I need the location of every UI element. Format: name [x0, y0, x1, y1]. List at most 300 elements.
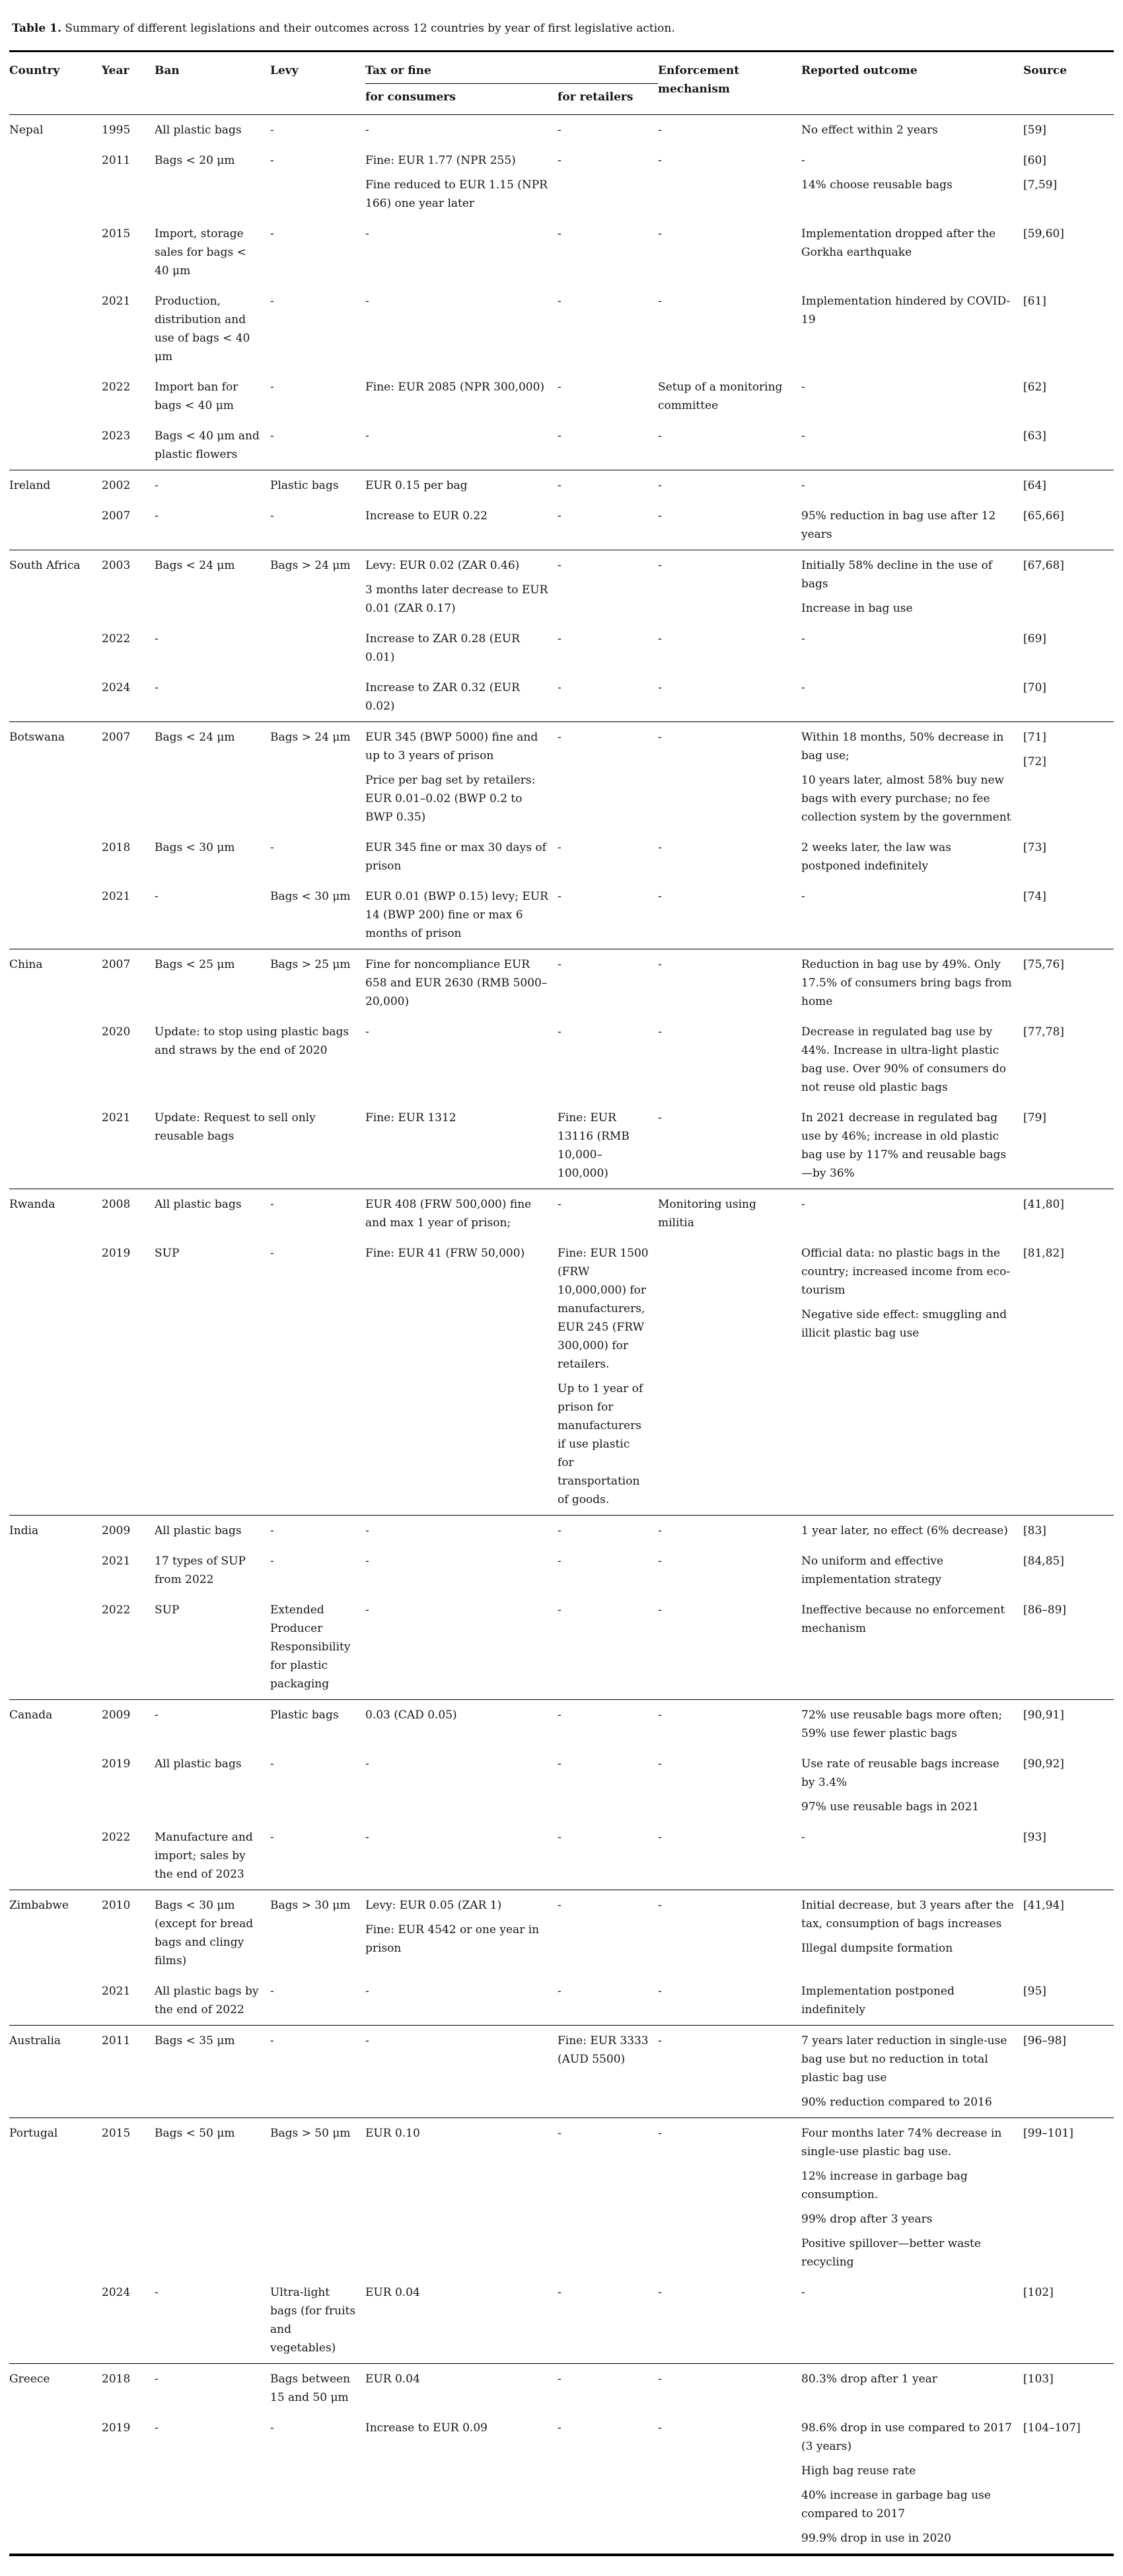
cell-reported-outcome: 95% reduction in bag use after 12 years [801, 509, 996, 541]
cell-year: 2024 [102, 2286, 131, 2299]
cell-source: [90,92] [1023, 1757, 1064, 1771]
cell-fine-for-consumers: Levy: EUR 0.05 (ZAR 1) Fine: EUR 4542 or one year in prison [365, 1890, 558, 1977]
cell-enforcement-mechanism: - [658, 841, 662, 854]
cell-source: [103] [1023, 2364, 1114, 2413]
cell-year: 2011 [102, 154, 131, 167]
cell-levy [270, 624, 365, 673]
col-header-tax-or-fine: Tax or fine [365, 52, 658, 84]
table-row [9, 1103, 1114, 1189]
cell-source: [102] [1023, 2286, 1054, 2299]
table-row [9, 1238, 1114, 1516]
cell-fine-for-retailers: - [558, 1516, 658, 1547]
cell-ban: Bags < 50 μm [155, 2118, 270, 2278]
cell-levy: - [270, 841, 274, 854]
table-row [9, 1546, 1114, 1595]
cell-fine-for-consumers: EUR 0.15 per bag [365, 470, 558, 501]
cell-levy: Bags > 50 μm [270, 2118, 365, 2278]
cell-year: 2022 [102, 1831, 131, 1844]
cell-enforcement-mechanism: - [658, 1890, 801, 1977]
cell-enforcement-mechanism: - [658, 550, 801, 624]
cell-reported-outcome: - [801, 681, 805, 694]
cell-levy: - [270, 1757, 274, 1771]
cell-reported-outcome: No uniform and effective implementation strategy [801, 1555, 944, 1586]
cell-source: [84,85] [1023, 1555, 1064, 1568]
cell-enforcement-mechanism: - [658, 1111, 662, 1124]
cell-reported-outcome: Initially 58% decline in the use of bags Increase in bag use [801, 550, 1023, 624]
cell-reported-outcome: - [801, 890, 805, 903]
cell-source: [62] [1023, 381, 1046, 394]
cell-country [9, 286, 102, 372]
cell-year: 2018 [102, 2364, 155, 2413]
cell-country: South Africa [9, 550, 102, 624]
cell-enforcement-mechanism: Monitoring using militia [658, 1189, 801, 1239]
cell-source: [83] [1023, 1516, 1114, 1547]
cell-levy: - [270, 2421, 274, 2435]
cell-fine-for-consumers: - [365, 1831, 369, 1844]
cell-country [9, 1976, 102, 2026]
cell-fine-for-retailers: - [558, 509, 562, 523]
cell-year: 2021 [102, 890, 131, 903]
cell-ban: Production, distribution and use of bags < 40 μm [155, 295, 250, 363]
cell-year: 2023 [102, 429, 131, 443]
cell-country [9, 1238, 102, 1516]
cell-fine-for-consumers: Fine: EUR 1.77 (NPR 255) Fine reduced to EUR 1.15 (NPR 166) one year later [365, 154, 548, 210]
cell-fine-for-retailers: - [558, 1025, 562, 1039]
cell-country [9, 2413, 102, 2555]
cell-fine-for-consumers: EUR 408 (FRW 500,000) fine and max 1 year of prison; [365, 1189, 558, 1239]
cell-source: [95] [1023, 1985, 1046, 1998]
cell-enforcement-mechanism: - [658, 124, 662, 137]
cell-fine-for-retailers: - [558, 2118, 658, 2278]
cell-enforcement-mechanism: - [658, 1516, 801, 1547]
cell-source: [90,91] [1023, 1700, 1114, 1749]
cell-reported-outcome: In 2021 decrease in regulated bag use by 46%; increase in old plastic bag use by 117% and reusable bags—by 36% [801, 1111, 1007, 1180]
col-header-levy: Levy [270, 52, 365, 115]
cell-fine-for-consumers: EUR 0.04 [365, 2286, 420, 2299]
table-row [9, 1700, 1114, 1749]
cell-fine-for-retailers: - [558, 550, 658, 624]
table-row [9, 2118, 1114, 2278]
cell-ban: All plastic bags by the end of 2022 [155, 1985, 259, 2016]
table-row [9, 1749, 1114, 1822]
cell-enforcement-mechanism: - [658, 295, 662, 308]
cell-year: 2015 [102, 2118, 155, 2278]
cell-source: [41,80] [1023, 1189, 1114, 1239]
cell-fine-for-consumers: - [365, 1025, 369, 1039]
cell-levy: - [270, 2026, 365, 2118]
cell-source: [64] [1023, 470, 1114, 501]
cell-reported-outcome: Decrease in regulated bag use by 44%. Increase in ultra-light plastic bag use. Over 90% of consumers do not reuse old plastic bags [801, 1025, 1007, 1094]
cell-ban: Bags < 24 μm [155, 550, 270, 624]
cell-country: Zimbabwe [9, 1890, 102, 1977]
cell-fine-for-retailers: - [558, 681, 562, 694]
col-header-reported-outcome: Reported outcome [801, 52, 1023, 115]
cell-ban: - [155, 2421, 159, 2435]
cell-fine-for-consumers: - [365, 124, 369, 137]
cell-levy: - [270, 227, 274, 240]
cell-levy: - [270, 124, 274, 137]
table-header [9, 52, 1114, 115]
cell-year: 2011 [102, 2026, 155, 2118]
cell-reported-outcome: No effect within 2 years [801, 124, 938, 137]
cell-ban: Import ban for bags < 40 μm [155, 381, 238, 412]
cell-country [9, 1749, 102, 1822]
cell-reported-outcome: - [801, 429, 805, 443]
col-header-for-retailers: for retailers [558, 84, 658, 115]
table-row [9, 1595, 1114, 1700]
cell-ban: Import, storage sales for bags < 40 μm [155, 227, 246, 277]
cell-levy: Ultra-light bags (for fruits and vegetables) [270, 2286, 356, 2355]
table-row [9, 1976, 1114, 2026]
cell-reported-outcome: 7 years later reduction in single-use bag use but no reduction in total plastic bag use 90% reduction compared to 2016 [801, 2026, 1023, 2118]
cell-fine-for-retailers: - [558, 1831, 562, 1844]
cell-ban: - [155, 509, 159, 523]
cell-fine-for-retailers: - [558, 722, 658, 833]
cell-country: Greece [9, 2364, 102, 2413]
cell-enforcement-mechanism: - [658, 227, 662, 240]
cell-reported-outcome: - [801, 1831, 805, 1844]
cell-levy: - [270, 1831, 274, 1844]
cell-reported-outcome: - [801, 470, 1023, 501]
cell-fine-for-consumers: Fine: EUR 1312 [365, 1111, 456, 1124]
cell-ban: Bags < 30 μm [155, 841, 235, 854]
cell-levy: - [270, 295, 274, 308]
cell-country: Canada [9, 1700, 102, 1749]
cell-fine-for-consumers: - [365, 1985, 369, 1998]
cell-source: [65,66] [1023, 509, 1064, 523]
cell-source: [86–89] [1023, 1603, 1067, 1617]
table-row [9, 1017, 1114, 1103]
cell-ban: Bags < 35 μm [155, 2026, 270, 2118]
cell-fine-for-retailers: - [558, 1890, 658, 1977]
cell-fine-for-consumers: Increase to EUR 0.09 [365, 2421, 488, 2435]
cell-reported-outcome: Ineffective because no enforcement mechanism [801, 1603, 1005, 1635]
cell-fine-for-retailers: Fine: EUR 3333 (AUD 5500) [558, 2026, 658, 2118]
cell-enforcement-mechanism: - [658, 509, 662, 523]
cell-reported-outcome: 80.3% drop after 1 year [801, 2364, 1023, 2413]
cell-fine-for-retailers: - [558, 1189, 658, 1239]
cell-country [9, 832, 102, 881]
table-row [9, 2364, 1114, 2413]
header-row-1 [9, 52, 1114, 84]
cell-levy: - [270, 429, 274, 443]
cell-reported-outcome: - [801, 2286, 805, 2299]
cell-levy: Plastic bags [270, 1700, 365, 1749]
cell-levy: Bags > 30 μm [270, 1890, 365, 1977]
cell-fine-for-retailers: - [558, 295, 562, 308]
cell-enforcement-mechanism: - [658, 1757, 662, 1771]
cell-fine-for-consumers: EUR 0.10 [365, 2118, 558, 2278]
cell-reported-outcome: Implementation dropped after the Gorkha earthquake [801, 227, 996, 259]
table-row [9, 1890, 1114, 1977]
cell-fine-for-retailers: - [558, 1555, 562, 1568]
cell-country [9, 624, 102, 673]
cell-fine-for-consumers: - [365, 2026, 558, 2118]
cell-ban: Update: to stop using plastic bags and straws by the end of 2020 [155, 1025, 349, 1057]
table-row [9, 115, 1114, 146]
cell-enforcement-mechanism: - [658, 2421, 662, 2435]
cell-ban: SUP [155, 1603, 180, 1617]
cell-reported-outcome: Use rate of reusable bags increase by 3.4% 97% use reusable bags in 2021 [801, 1757, 999, 1814]
cell-enforcement-mechanism: - [658, 949, 801, 1017]
cell-enforcement-mechanism: - [658, 470, 801, 501]
col-header-source: Source [1023, 52, 1114, 115]
cell-levy: - [270, 1985, 274, 1998]
cell-enforcement-mechanism: - [658, 1555, 662, 1568]
cell-fine-for-consumers: EUR 345 fine or max 30 days of prison [365, 841, 546, 873]
cell-fine-for-retailers: Fine: EUR 1500 (FRW 10,000,000) for manufacturers, EUR 245 (FRW 300,000) for retailers. Up to 1 year of prison for manufacturers if use plastic for transportation of goods. [558, 1247, 649, 1506]
cell-source: [41,94] [1023, 1890, 1114, 1977]
cell-levy: - [270, 509, 274, 523]
cell-country [9, 1546, 102, 1595]
cell-fine-for-consumers: Increase to EUR 0.22 [365, 509, 488, 523]
col-header-year: Year [102, 52, 155, 115]
cell-fine-for-consumers: 0.03 (CAD 0.05) [365, 1700, 558, 1749]
cell-country [9, 881, 102, 949]
table-row [9, 219, 1114, 286]
cell-levy: Bags between 15 and 50 μm [270, 2364, 365, 2413]
cell-fine-for-consumers: Levy: EUR 0.02 (ZAR 0.46) 3 months later decrease to EUR 0.01 (ZAR 0.17) [365, 550, 558, 624]
cell-source: [104–107] [1023, 2421, 1081, 2435]
cell-fine-for-retailers: - [558, 1757, 562, 1771]
cell-enforcement-mechanism: - [658, 1700, 801, 1749]
cell-fine-for-consumers: Increase to ZAR 0.32 (EUR 0.02) [365, 681, 520, 713]
cell-year: 2021 [102, 1985, 131, 1998]
cell-source: [77,78] [1023, 1025, 1064, 1039]
table-body [9, 115, 1114, 2556]
cell-country [9, 1595, 102, 1700]
cell-reported-outcome: 72% use reusable bags more often; 59% use fewer plastic bags [801, 1700, 1023, 1749]
cell-fine-for-retailers: - [558, 154, 562, 167]
cell-reported-outcome: Four months later 74% decrease in single-use plastic bag use. 12% increase in garbage bag consumption. 99% drop after 3 years Positive spillover—better waste recycling [801, 2118, 1023, 2278]
cell-year: 2018 [102, 841, 131, 854]
cell-enforcement-mechanism: - [658, 722, 801, 833]
cell-country [9, 372, 102, 421]
cell-fine-for-retailers: - [558, 2364, 658, 2413]
table-row [9, 470, 1114, 501]
cell-fine-for-retailers: - [558, 124, 562, 137]
cell-ban: Bags < 30 μm (except for bread bags and clingy films) [155, 1890, 270, 1977]
cell-ban: - [155, 632, 159, 645]
cell-country [9, 1103, 102, 1189]
cell-country: China [9, 949, 102, 1017]
cell-ban: Bags < 25 μm [155, 949, 270, 1017]
cell-enforcement-mechanism: - [658, 1025, 662, 1039]
cell-ban: 17 types of SUP from 2022 [155, 1555, 246, 1586]
cell-source: [60] [7,59] [1023, 154, 1058, 192]
table-row [9, 832, 1114, 881]
table-row [9, 2277, 1114, 2364]
cell-year: 2021 [102, 295, 131, 308]
cell-year: 2007 [102, 509, 131, 523]
table-row [9, 1516, 1114, 1547]
cell-enforcement-mechanism: - [658, 2286, 662, 2299]
cell-country [9, 2277, 102, 2364]
cell-ban: All plastic bags [155, 1189, 270, 1239]
cell-levy [270, 673, 365, 722]
cell-fine-for-retailers: - [558, 470, 658, 501]
table-row [9, 372, 1114, 421]
cell-year: 2015 [102, 227, 131, 240]
table-row [9, 673, 1114, 722]
cell-fine-for-retailers: - [558, 2421, 562, 2435]
cell-year: 2020 [102, 1025, 131, 1039]
cell-year: 2007 [102, 949, 155, 1017]
cell-enforcement-mechanism: - [658, 1985, 662, 1998]
cell-enforcement-mechanism: - [658, 2364, 801, 2413]
cell-levy: - [270, 154, 274, 167]
cell-source: [71] [72] [1023, 722, 1114, 833]
col-header-for-consumers: for consumers [365, 84, 558, 115]
cell-fine-for-consumers: EUR 345 (BWP 5000) fine and up to 3 years of prison Price per bag set by retailers: EUR 0.01–0.02 (BWP 0.2 to BWP 0.35) [365, 722, 558, 833]
cell-country: Portugal [9, 2118, 102, 2278]
cell-levy: Bags < 30 μm [270, 890, 351, 903]
cell-fine-for-consumers: Fine: EUR 2085 (NPR 300,000) [365, 381, 545, 394]
table-row [9, 550, 1114, 624]
table-row [9, 145, 1114, 219]
cell-reported-outcome: - [801, 632, 805, 645]
table-row [9, 1189, 1114, 1239]
cell-ban: - [155, 890, 159, 903]
cell-source: [79] [1023, 1111, 1046, 1124]
cell-reported-outcome: - 14% choose reusable bags [801, 154, 953, 192]
cell-fine-for-retailers: - [558, 890, 562, 903]
cell-levy: Plastic bags [270, 470, 365, 501]
cell-levy: - [270, 1516, 365, 1547]
table-row [9, 624, 1114, 673]
cell-levy: - [270, 1555, 274, 1568]
table-row [9, 1822, 1114, 1890]
cell-year: 2022 [102, 1603, 131, 1617]
col-header-enforcement-mechanism: Enforcement mechanism [658, 52, 801, 115]
cell-fine-for-consumers: Fine for noncompliance EUR 658 and EUR 2630 (RMB 5000–20,000) [365, 949, 558, 1017]
cell-source: [99–101] [1023, 2118, 1114, 2278]
cell-year: 2019 [102, 2421, 131, 2435]
cell-country [9, 673, 102, 722]
cell-levy: Bags > 24 μm [270, 550, 365, 624]
cell-country [9, 421, 102, 470]
cell-source: [96–98] [1023, 2026, 1114, 2118]
cell-fine-for-retailers: - [558, 632, 562, 645]
cell-year: 2021 [102, 1111, 131, 1124]
cell-source: [69] [1023, 632, 1046, 645]
cell-levy: - [270, 381, 274, 394]
cell-source: [59,60] [1023, 227, 1064, 240]
table-row [9, 501, 1114, 550]
cell-fine-for-consumers: Fine: EUR 41 (FRW 50,000) [365, 1247, 525, 1260]
cell-year: 2022 [102, 632, 131, 645]
cell-reported-outcome: - [801, 381, 805, 394]
cell-enforcement-mechanism: - [658, 2118, 801, 2278]
table-row [9, 722, 1114, 833]
cell-country: Botswana [9, 722, 102, 833]
cell-enforcement-mechanism: - [658, 1603, 662, 1617]
cell-fine-for-consumers: Increase to ZAR 0.28 (EUR 0.01) [365, 632, 520, 664]
cell-fine-for-retailers: - [558, 949, 658, 1017]
cell-levy: - [270, 1247, 274, 1260]
cell-fine-for-consumers: - [365, 429, 369, 443]
cell-country: India [9, 1516, 102, 1547]
cell-source: [75,76] [1023, 949, 1114, 1017]
cell-year: 2021 [102, 1555, 131, 1568]
cell-ban: - [155, 2364, 270, 2413]
cell-source: [74] [1023, 890, 1046, 903]
cell-country: Ireland [9, 470, 102, 501]
cell-fine-for-retailers: - [558, 2286, 562, 2299]
cell-country: Nepal [9, 124, 44, 137]
cell-reported-outcome: - [801, 1189, 1023, 1239]
cell-levy: - [270, 1189, 365, 1239]
cell-enforcement-mechanism: - [658, 890, 662, 903]
cell-enforcement-mechanism: - [658, 2026, 801, 2118]
cell-levy: Bags > 24 μm [270, 722, 365, 833]
cell-ban: All plastic bags [155, 1757, 242, 1771]
cell-source: [73] [1023, 841, 1046, 854]
cell-country [9, 1017, 102, 1103]
table-caption-text: Summary of different legislations and their outcomes across 12 countries by year of first legislative action. [61, 22, 675, 35]
cell-enforcement-mechanism: - [658, 681, 662, 694]
cell-fine-for-consumers: - [365, 295, 369, 308]
cell-source: [63] [1023, 429, 1046, 443]
cell-fine-for-retailers: - [558, 1700, 658, 1749]
cell-fine-for-retailers: - [558, 429, 562, 443]
cell-year: 2024 [102, 681, 131, 694]
cell-year: 2019 [102, 1247, 131, 1260]
cell-enforcement-mechanism [658, 1238, 801, 1516]
col-header-ban: Ban [155, 52, 270, 115]
cell-levy: Bags > 25 μm [270, 949, 365, 1017]
cell-source: [93] [1023, 1831, 1046, 1844]
legislation-summary-table [9, 50, 1114, 2556]
cell-fine-for-consumers: - [365, 1757, 369, 1771]
table-caption [12, 20, 1114, 37]
cell-ban: - [155, 1700, 270, 1749]
cell-country [9, 145, 102, 219]
cell-source: [70] [1023, 681, 1046, 694]
cell-year: 2007 [102, 722, 155, 833]
cell-ban: - [155, 681, 159, 694]
cell-reported-outcome: Within 18 months, 50% decrease in bag use; 10 years later, almost 58% buy new bags with every purchase; no fee collection system by the government [801, 722, 1023, 833]
cell-source: [61] [1023, 295, 1046, 308]
cell-ban: - [155, 2286, 159, 2299]
cell-enforcement-mechanism: - [658, 429, 662, 443]
cell-ban: All plastic bags [155, 1516, 270, 1547]
table-row [9, 421, 1114, 470]
cell-enforcement-mechanism: - [658, 632, 662, 645]
cell-ban: Bags < 20 μm [155, 154, 235, 167]
cell-fine-for-consumers: EUR 0.04 [365, 2364, 558, 2413]
cell-reported-outcome: 98.6% drop in use compared to 2017 (3 years) High bag reuse rate 40% increase in garbage bag use compared to 2017 99.9% drop in use in 2020 [801, 2421, 1012, 2545]
cell-year: 2002 [102, 470, 155, 501]
table-row [9, 286, 1114, 372]
cell-reported-outcome: Official data: no plastic bags in the country; increased income from eco-tourism Negative side effect: smuggling and illicit plastic bag use [801, 1247, 1011, 1340]
cell-source: [59] [1023, 124, 1046, 137]
cell-reported-outcome: 1 year later, no effect (6% decrease) [801, 1516, 1023, 1547]
cell-reported-outcome: 2 weeks later, the law was postponed indefinitely [801, 841, 952, 873]
cell-source: [67,68] [1023, 550, 1114, 624]
cell-ban: Bags < 40 μm and plastic flowers [155, 429, 260, 461]
cell-country [9, 219, 102, 286]
cell-year: 1995 [102, 124, 131, 137]
cell-fine-for-retailers: - [558, 1603, 562, 1617]
cell-country: Australia [9, 2026, 102, 2118]
cell-year: 2009 [102, 1700, 155, 1749]
cell-year: 2009 [102, 1516, 155, 1547]
cell-enforcement-mechanism: - [658, 1831, 662, 1844]
table-row [9, 881, 1114, 949]
cell-fine-for-consumers: - [365, 1555, 369, 1568]
table-row [9, 949, 1114, 1017]
